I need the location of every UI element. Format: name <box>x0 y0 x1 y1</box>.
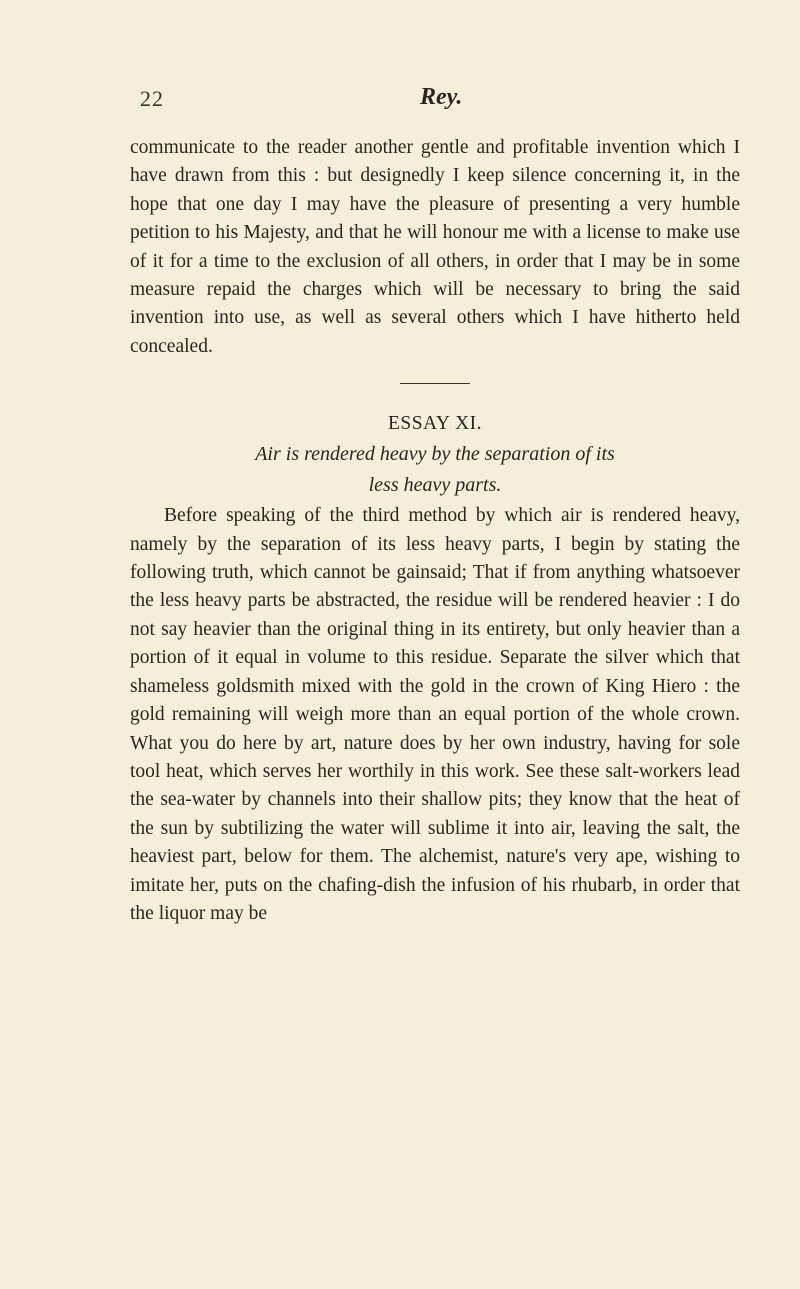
section-divider <box>400 383 470 384</box>
essay-subtitle-line-2: less heavy parts. <box>368 474 502 497</box>
page-number: 22 <box>140 86 164 111</box>
essay-heading: ESSAY XI. <box>387 413 483 435</box>
essay-body-paragraph: Before speaking of the third method by which air is rendered heavy, namely by the separation of its less heavy parts, I begin by stating the following truth, which cannot be gainsaid; That if from anything whatsoever the less heavy parts be abstracted, the residue will be rendered heavier : I do not say heavier than the original thing in its entirety, but only heavier than a portion of it equal in volume to this residue. Separate the silver which that shameless goldsmith mixed with the gold in the crown of King Hiero : the gold remaining will weigh more than an equal portion of the whole crown. What you do here by art, nature does by her own industry, having for sole tool heat, which serves her worthily in this work. See these salt-workers lead the sea-water by channels into their shallow pits; they know that the heat of the sun by subtilizing the water will sublime it into air, leaving the salt, the heaviest part, below for them. The alchemist, nature's very ape, wishing to imitate her, puts on the chafing-dish the infusion of his rhubarb, in order that the liquor may be <box>130 505 740 924</box>
continuation-paragraph: communicate to the reader another gentle and profitable invention which I have drawn from this : but designedly I keep silence concerning it, in the hope that one day I may have the pleasure of presenting a very humble petition to his Majesty, and that he will honour me with a license to make use of it for a time to the exclusion of all others, in order that I may be in some measure repaid the charges which will be necessary to bring the said invention into use, as well as several others which I have hitherto held concealed. <box>130 137 740 357</box>
running-head <box>130 84 740 120</box>
running-title: Rey. <box>420 84 463 110</box>
page-content <box>130 84 740 928</box>
essay-subtitle-line-1: Air is rendered heavy by the separation of its <box>255 443 615 466</box>
